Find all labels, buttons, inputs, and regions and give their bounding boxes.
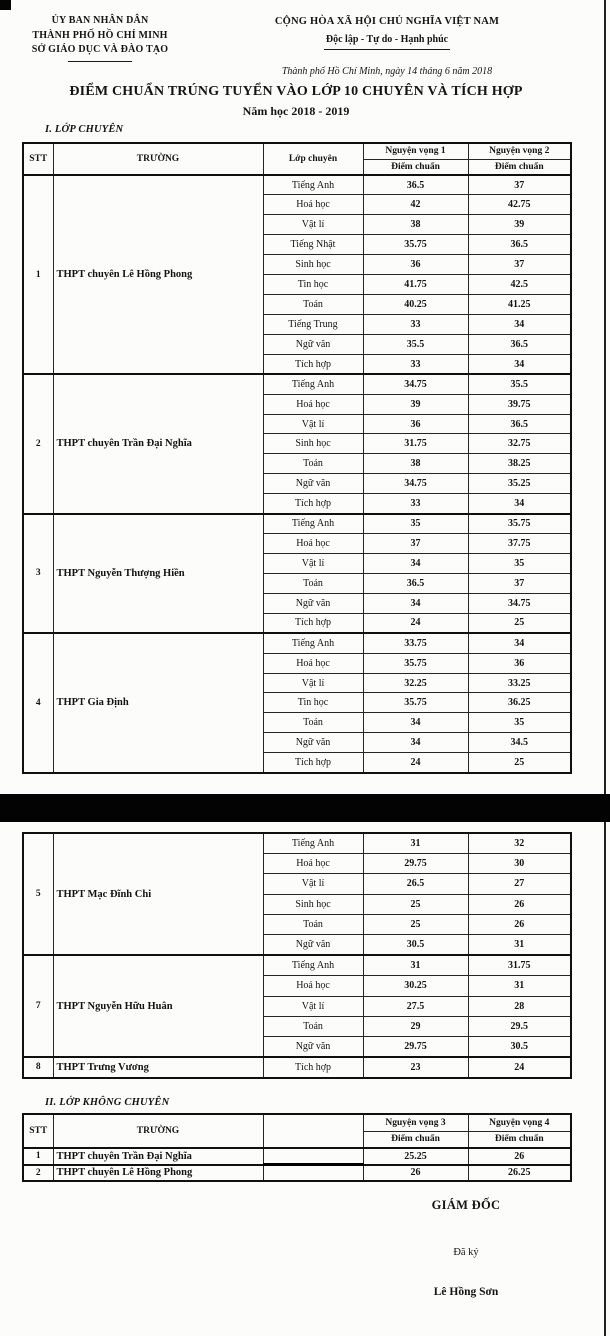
subject-cell: Tích hợp <box>263 613 363 633</box>
score-nv-a-cell: 24 <box>363 753 468 773</box>
table-row <box>23 175 571 195</box>
score-nv-b-cell: 33.25 <box>468 673 571 693</box>
score-nv-a-cell: 33 <box>363 314 468 334</box>
stt-cell: 5 <box>23 833 53 955</box>
school-name-cell: THPT Gia Định <box>53 633 263 772</box>
score-nv-b-cell: 34 <box>468 314 571 334</box>
issuer-block <box>10 14 190 62</box>
subject-cell: Tiếng Anh <box>263 633 363 653</box>
header-nv3: Nguyện vọng 3 <box>363 1114 468 1131</box>
stt-cell: 1 <box>23 1148 53 1165</box>
score-nv-a-cell: 34 <box>363 554 468 574</box>
table-lop-chuyen-part1 <box>22 142 572 774</box>
score-nv-b-cell: 25 <box>468 613 571 633</box>
score-nv-a-cell: 30.5 <box>363 935 468 955</box>
subject-cell: Toán <box>263 1017 363 1037</box>
issuer-underline <box>68 61 132 62</box>
score-nv-b-cell: 34 <box>468 494 571 514</box>
score-nv-a-cell: 36 <box>363 414 468 434</box>
score-nv-a-cell: 27.5 <box>363 996 468 1016</box>
score-nv-b-cell: 35 <box>468 554 571 574</box>
score-nv-a-cell: 33 <box>363 494 468 514</box>
subject-cell: Tiếng Anh <box>263 374 363 394</box>
subject-cell: Tin học <box>263 275 363 295</box>
score-nv-a-cell: 34 <box>363 593 468 613</box>
score-nv-b-cell: 30 <box>468 853 571 873</box>
score-nv-b-cell: 35.75 <box>468 514 571 534</box>
subject-cell: Vật lí <box>263 996 363 1016</box>
score-nv-a-cell: 36.5 <box>363 175 468 195</box>
score-nv-b-cell: 32 <box>468 833 571 853</box>
republic-motto-line-1: CỘNG HÒA XÃ HỘI CHỦ NGHĨA VIỆT NAM <box>274 16 500 27</box>
document-title: ĐIỂM CHUẨN TRÚNG TUYỂN VÀO LỚP 10 CHUYÊN VÀ TÍCH HỢP <box>69 84 523 99</box>
score-nv-a-cell: 26.5 <box>363 874 468 894</box>
subject-cell: Ngữ văn <box>263 593 363 613</box>
score-nv-b-cell: 29.5 <box>468 1017 571 1037</box>
score-nv-a-cell: 26 <box>363 1165 468 1182</box>
table-row <box>23 1148 571 1165</box>
subject-cell: Tích hợp <box>263 354 363 374</box>
score-nv-b-cell: 42.5 <box>468 275 571 295</box>
header-nv1: Nguyện vọng 1 <box>363 143 468 159</box>
score-nv-b-cell: 35 <box>468 713 571 733</box>
score-nv-b-cell: 26.25 <box>468 1165 571 1182</box>
score-nv-b-cell: 26 <box>468 915 571 935</box>
score-nv-a-cell: 32.25 <box>363 673 468 693</box>
table1-body <box>23 175 571 773</box>
subject-cell: Ngữ văn <box>263 935 363 955</box>
subject-cell: Sinh học <box>263 894 363 914</box>
score-nv-b-cell: 28 <box>468 996 571 1016</box>
school-name-cell: THPT chuyên Lê Hồng Phong <box>53 175 263 374</box>
header-nv2: Nguyện vọng 2 <box>468 143 571 159</box>
score-nv-a-cell: 37 <box>363 534 468 554</box>
header-class: Lớp chuyên <box>263 143 363 175</box>
signature-note: Đã ký <box>453 1247 479 1258</box>
score-nv-a-cell: 38 <box>363 215 468 235</box>
score-nv-b-cell: 30.5 <box>468 1037 571 1057</box>
score-nv-b-cell: 34.5 <box>468 733 571 753</box>
subject-cell: Ngữ văn <box>263 733 363 753</box>
subject-cell: Sinh học <box>263 255 363 275</box>
table-row <box>23 955 571 975</box>
score-nv-a-cell: 35.75 <box>363 235 468 255</box>
subject-cell: Toán <box>263 713 363 733</box>
score-nv-a-cell: 35.75 <box>363 693 468 713</box>
subject-cell: Vật lí <box>263 673 363 693</box>
class-empty-cell <box>263 1165 363 1182</box>
stt-cell: 7 <box>23 955 53 1057</box>
score-nv-a-cell: 31.75 <box>363 434 468 454</box>
subject-cell: Vật lí <box>263 215 363 235</box>
score-nv-a-cell: 34 <box>363 733 468 753</box>
score-nv-b-cell: 35.5 <box>468 374 571 394</box>
table-row <box>23 514 571 534</box>
score-nv-b-cell: 32.75 <box>468 434 571 454</box>
subject-cell: Tích hợp <box>263 1057 363 1077</box>
score-nv-b-cell: 31.75 <box>468 955 571 975</box>
subject-cell: Hoá học <box>263 394 363 414</box>
subject-cell: Vật lí <box>263 554 363 574</box>
black-redaction-band <box>0 794 610 822</box>
score-nv-a-cell: 29.75 <box>363 1037 468 1057</box>
score-nv-a-cell: 35 <box>363 514 468 534</box>
score-nv-a-cell: 29.75 <box>363 853 468 873</box>
subject-cell: Ngữ văn <box>263 474 363 494</box>
subject-cell: Ngữ văn <box>263 334 363 354</box>
school-name-cell: THPT Trưng Vương <box>53 1057 263 1077</box>
score-nv-b-cell: 39 <box>468 215 571 235</box>
score-nv-a-cell: 25.25 <box>363 1148 468 1165</box>
subject-cell: Hoá học <box>263 195 363 215</box>
stt-cell: 1 <box>23 175 53 374</box>
scan-edge-artifact <box>604 0 606 1336</box>
subject-cell: Toán <box>263 915 363 935</box>
date-line: Thành phố Hồ Chí Minh, ngày 14 tháng 6 năm 2018 <box>281 66 493 77</box>
issuer-line-3: SỞ GIÁO DỤC VÀ ĐÀO TẠO <box>31 44 169 56</box>
score-nv-b-cell: 31 <box>468 935 571 955</box>
header-stt: STT <box>23 1114 53 1148</box>
score-nv-a-cell: 25 <box>363 894 468 914</box>
score-nv-a-cell: 42 <box>363 195 468 215</box>
header-score-nv2: Điểm chuẩn <box>468 159 571 175</box>
subject-cell: Tiếng Anh <box>263 514 363 534</box>
header-school: TRƯỜNG <box>53 143 263 175</box>
header-stt: STT <box>23 143 53 175</box>
header-score-nv1: Điểm chuẩn <box>363 159 468 175</box>
table2-body <box>23 833 571 1078</box>
score-nv-b-cell: 36 <box>468 653 571 673</box>
table-row <box>23 833 571 853</box>
subject-cell: Vật lí <box>263 414 363 434</box>
score-nv-a-cell: 24 <box>363 613 468 633</box>
score-nv-a-cell: 35.5 <box>363 334 468 354</box>
score-nv-a-cell: 40.25 <box>363 295 468 315</box>
school-name-cell: THPT chuyên Lê Hồng Phong <box>53 1165 263 1182</box>
score-nv-b-cell: 34.75 <box>468 593 571 613</box>
table-row <box>23 1165 571 1182</box>
score-nv-b-cell: 36.25 <box>468 693 571 713</box>
school-name-cell: THPT Nguyễn Thượng Hiền <box>53 514 263 634</box>
score-nv-b-cell: 36.5 <box>468 235 571 255</box>
score-nv-b-cell: 37 <box>468 175 571 195</box>
score-nv-b-cell: 34 <box>468 633 571 653</box>
table-row <box>23 374 571 394</box>
subject-cell: Tiếng Trung <box>263 314 363 334</box>
signature-name: Lê Hồng Sơn <box>433 1286 499 1298</box>
stt-cell: 4 <box>23 633 53 772</box>
table-lop-chuyen-part2 <box>22 832 572 1079</box>
scan-corner-artifact <box>0 0 11 10</box>
subject-cell: Ngữ văn <box>263 1037 363 1057</box>
stt-cell: 2 <box>23 1165 53 1182</box>
score-nv-b-cell: 27 <box>468 874 571 894</box>
table3-body <box>23 1148 571 1181</box>
signature-block <box>370 1198 562 1298</box>
school-name-cell: THPT Nguyễn Hữu Huân <box>53 955 263 1057</box>
school-name-cell: THPT chuyên Trần Đại Nghĩa <box>53 1148 263 1165</box>
signature-role: GIÁM ĐỐC <box>431 1198 501 1212</box>
score-nv-b-cell: 39.75 <box>468 394 571 414</box>
score-nv-b-cell: 42.75 <box>468 195 571 215</box>
score-nv-a-cell: 38 <box>363 454 468 474</box>
score-nv-a-cell: 29 <box>363 1017 468 1037</box>
score-nv-a-cell: 25 <box>363 915 468 935</box>
score-nv-a-cell: 30.25 <box>363 976 468 996</box>
subject-cell: Hoá học <box>263 653 363 673</box>
score-nv-b-cell: 37.75 <box>468 534 571 554</box>
section-1-label: I. LỚP CHUYÊN <box>45 124 124 135</box>
score-nv-b-cell: 26 <box>468 1148 571 1165</box>
subject-cell: Tích hợp <box>263 494 363 514</box>
stt-cell: 8 <box>23 1057 53 1077</box>
stt-cell: 3 <box>23 514 53 634</box>
class-empty-cell <box>263 1148 363 1165</box>
subject-cell: Vật lí <box>263 874 363 894</box>
header-score-nv3: Điểm chuẩn <box>363 1131 468 1148</box>
subject-cell: Toán <box>263 295 363 315</box>
subject-cell: Tích hợp <box>263 753 363 773</box>
score-nv-b-cell: 38.25 <box>468 454 571 474</box>
school-name-cell: THPT chuyên Trần Đại Nghĩa <box>53 374 263 513</box>
score-nv-b-cell: 36.5 <box>468 334 571 354</box>
score-nv-a-cell: 31 <box>363 833 468 853</box>
score-nv-a-cell: 23 <box>363 1057 468 1077</box>
header-class-empty <box>263 1114 363 1148</box>
subject-cell: Tiếng Nhật <box>263 235 363 255</box>
republic-block <box>265 14 509 50</box>
score-nv-b-cell: 35.25 <box>468 474 571 494</box>
subject-cell: Hoá học <box>263 853 363 873</box>
score-nv-b-cell: 24 <box>468 1057 571 1077</box>
header-score-nv4: Điểm chuẩn <box>468 1131 571 1148</box>
table-row <box>23 633 571 653</box>
subject-cell: Toán <box>263 573 363 593</box>
subject-cell: Toán <box>263 454 363 474</box>
table-row <box>23 1057 571 1077</box>
subject-cell: Hoá học <box>263 534 363 554</box>
school-name-cell: THPT Mạc Đĩnh Chi <box>53 833 263 955</box>
header-nv4: Nguyện vọng 4 <box>468 1114 571 1131</box>
score-nv-a-cell: 33.75 <box>363 633 468 653</box>
score-nv-b-cell: 26 <box>468 894 571 914</box>
score-nv-a-cell: 39 <box>363 394 468 414</box>
issuer-line-2: THÀNH PHỐ HỒ CHÍ MINH <box>32 29 168 41</box>
score-nv-a-cell: 34.75 <box>363 474 468 494</box>
score-nv-a-cell: 33 <box>363 354 468 374</box>
stt-cell: 2 <box>23 374 53 513</box>
score-nv-a-cell: 36.5 <box>363 573 468 593</box>
score-nv-a-cell: 35.75 <box>363 653 468 673</box>
subject-cell: Tiếng Anh <box>263 175 363 195</box>
table-lop-khong-chuyen <box>22 1113 572 1182</box>
score-nv-a-cell: 31 <box>363 955 468 975</box>
score-nv-b-cell: 31 <box>468 976 571 996</box>
section-2-label: II. LỚP KHÔNG CHUYÊN <box>45 1097 170 1108</box>
subject-cell: Hoá học <box>263 976 363 996</box>
score-nv-a-cell: 41.75 <box>363 275 468 295</box>
document-subtitle: Năm học 2018 - 2019 <box>242 104 350 118</box>
subject-cell: Tiếng Anh <box>263 955 363 975</box>
score-nv-a-cell: 36 <box>363 255 468 275</box>
issuer-line-1: ỦY BAN NHÂN DÂN <box>51 15 149 26</box>
score-nv-b-cell: 41.25 <box>468 295 571 315</box>
subject-cell: Tin học <box>263 693 363 713</box>
score-nv-b-cell: 36.5 <box>468 414 571 434</box>
subject-cell: Sinh học <box>263 434 363 454</box>
subject-cell: Tiếng Anh <box>263 833 363 853</box>
score-nv-b-cell: 25 <box>468 753 571 773</box>
score-nv-b-cell: 37 <box>468 255 571 275</box>
score-nv-b-cell: 37 <box>468 573 571 593</box>
score-nv-a-cell: 34.75 <box>363 374 468 394</box>
score-nv-a-cell: 34 <box>363 713 468 733</box>
score-nv-b-cell: 34 <box>468 354 571 374</box>
republic-motto-line-2: Độc lập - Tự do - Hạnh phúc <box>324 33 450 50</box>
header-school: TRƯỜNG <box>53 1114 263 1148</box>
